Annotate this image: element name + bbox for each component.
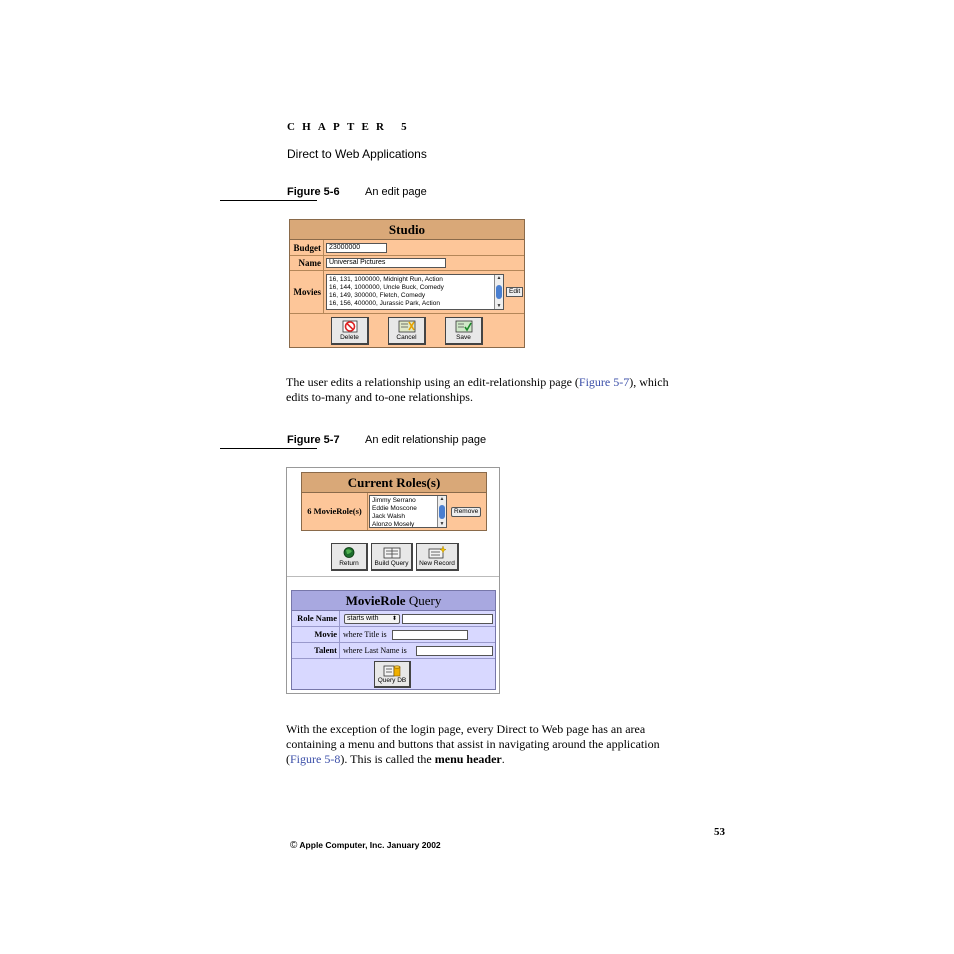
figure-caption [287,434,487,446]
build-query-button[interactable] [371,543,413,571]
name-label: Name [290,256,324,270]
role-name-input[interactable] [402,614,493,624]
list-item[interactable]: Eddie Moscone [372,505,417,512]
delete-button[interactable] [331,317,369,345]
movie-row [292,627,495,643]
delete-icon [341,320,359,333]
movie-condition: where Title is [343,630,387,639]
divider [287,576,499,577]
build-query-label: Build Query [374,560,409,567]
paragraph-1 [286,375,669,405]
scroll-up-icon[interactable]: ▲ [439,496,445,502]
delete-label: Delete [340,334,359,341]
figure-title: An edit relationship page [365,434,487,446]
budget-input[interactable]: 23000000 [326,243,387,253]
roles-listbox[interactable] [369,495,447,528]
edit-button[interactable]: Edit [506,287,523,297]
build-query-icon [383,546,401,559]
scroll-up-icon[interactable]: ▲ [496,275,502,281]
query-db-button[interactable] [374,661,411,688]
chapter-label: CHAPTER 5 [287,121,414,133]
role-name-row [292,611,495,627]
query-title [292,591,495,611]
copyright [290,840,441,851]
paragraph-text: containing a menu and buttons that assist in navigating around the application [286,737,660,751]
list-item[interactable]: 16, 156, 400000, Jurassic Park, Action [329,300,440,307]
list-item[interactable]: 16, 131, 1000000, Midnight Run, Action [329,276,443,283]
save-label: Save [456,334,471,341]
roles-label: 6 MovieRole(s) [302,493,368,530]
list-item[interactable]: Alonzo Mosely [372,521,415,528]
figure-title: An edit page [365,186,427,198]
operator-select[interactable] [344,614,400,624]
roles-scrollbar[interactable] [437,496,446,527]
paragraph-2 [286,722,660,767]
select-arrows-icon: ⬍ [391,616,397,622]
paragraph-text: ( [286,752,290,766]
role-name-label: Role Name [292,611,340,626]
budget-row [290,240,524,256]
page-number: 53 [714,826,725,838]
return-label: Return [339,560,359,567]
talent-label: Talent [292,643,340,658]
figure-caption [287,186,427,198]
query-db-icon [383,664,401,677]
figure-rule [220,448,317,449]
new-record-icon [428,546,446,559]
new-record-button[interactable] [416,543,459,571]
studio-edit-panel [289,219,525,348]
cancel-icon [398,320,416,333]
copyright-icon: © [290,840,298,851]
new-record-label: New Record [419,560,455,567]
movies-scrollbar[interactable] [494,275,503,309]
query-entity: MovieRole [345,593,406,608]
query-panel [291,590,496,690]
operator-value: starts with [347,615,379,622]
paragraph-text: ). This is called the [340,752,435,766]
budget-label: Budget [290,240,324,255]
menu-header-term: menu header [434,752,502,766]
movies-row [290,271,524,314]
save-icon [455,320,473,333]
copyright-text: Apple Computer, Inc. January 2002 [299,840,441,850]
figure-number: Figure 5-7 [287,434,340,446]
movie-title-input[interactable] [392,630,468,640]
paragraph-text: With the exception of the login page, every Direct to Web page has an area [286,722,646,736]
list-item[interactable]: 16, 149, 300000, Fletch, Comedy [329,292,426,299]
scroll-down-icon[interactable]: ▼ [439,521,445,527]
edit-relationship-page [286,467,500,694]
talent-condition: where Last Name is [343,646,407,655]
movie-label: Movie [292,627,340,642]
paragraph-text: ), which [629,375,669,389]
roles-title: Current Roles(s) [302,473,486,493]
query-word: Query [408,593,442,608]
scroll-thumb[interactable] [496,285,502,299]
figure-link[interactable]: Figure 5-8 [290,752,341,766]
name-input[interactable]: Universal Pictures [326,258,446,268]
scroll-thumb[interactable] [439,505,445,519]
movies-listbox[interactable] [326,274,504,310]
scroll-down-icon[interactable]: ▼ [496,303,502,309]
query-db-label: Query DB [377,677,407,684]
list-item[interactable]: Jack Walsh [372,513,405,520]
talent-row [292,643,495,659]
figure-link[interactable]: Figure 5-7 [578,375,630,389]
list-item[interactable]: Jimmy Serrano [372,497,416,504]
chapter-title: Direct to Web Applications [287,147,427,161]
panel-title: Studio [290,220,524,240]
remove-button[interactable]: Remove [451,507,481,517]
list-item[interactable]: 16, 144, 1000000, Uncle Buck, Comedy [329,284,444,291]
save-button[interactable] [445,317,483,345]
globe-icon [340,546,358,559]
cancel-button[interactable] [388,317,426,345]
talent-name-input[interactable] [416,646,493,656]
current-roles-panel [301,472,487,531]
movies-label: Movies [290,271,324,313]
paragraph-text: . [501,752,505,766]
figure-number: Figure 5-6 [287,186,340,198]
paragraph-text: The user edits a relationship using an edit-relationship page ( [286,375,579,389]
return-button[interactable] [331,543,368,571]
figure-rule [220,200,317,201]
cancel-label: Cancel [396,334,417,341]
name-row [290,256,524,271]
paragraph-text: edits to-many and to-one relationships. [286,390,473,404]
